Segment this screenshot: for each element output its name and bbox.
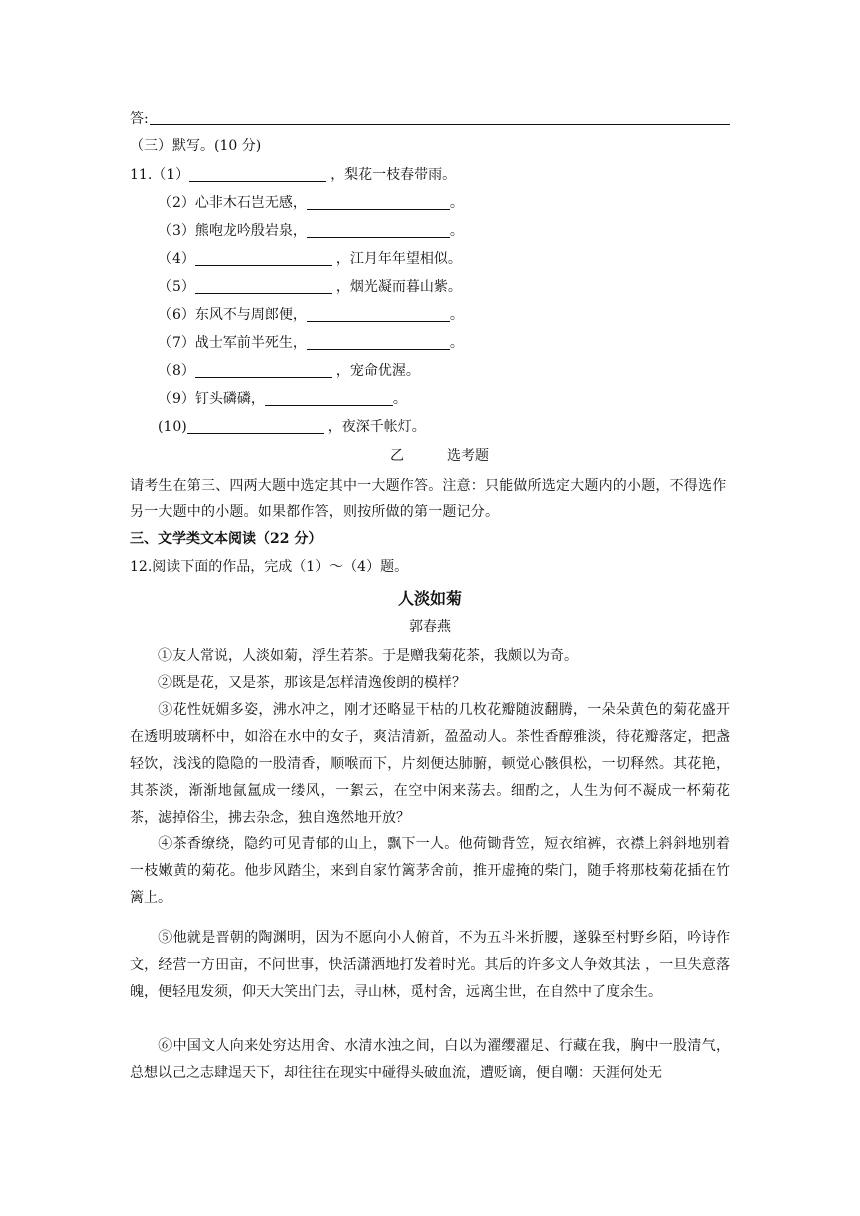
article-paragraph: ①友人常说，人淡如菊，浮生若茶。于是赠我菊花茶，我颇以为奇。 [158,648,578,664]
q11-item-suffix: ，烟光凝而暮山紫。 [335,279,462,295]
q11-item-label: （9） [158,391,195,407]
elective-title-a: 乙 [390,448,404,464]
q11-item-label: （6） [158,307,195,323]
q11-item [158,390,407,408]
q11-item-label: （5） [158,279,195,295]
q11-item-suffix: ，夜深千帐灯。 [327,419,426,435]
q11-item-suffix: ，梨花一枝春带雨。 [330,167,457,183]
q11-answer-blank[interactable] [187,419,324,434]
article-title: 人淡如菊 [397,589,462,608]
q11-answer-blank[interactable] [307,223,450,238]
q11-item [158,222,464,240]
q11-item [130,166,456,184]
q11-item-suffix: 。 [392,391,407,407]
article-paragraph: ⑥中国文人向来处穷达用舍、水清水浊之间，白以为濯缨濯足、行藏在我，胸中一股清气，总想以己之志肆逞天下，却往往在现实中碰得头破血流，遭贬谪，便自嘲：天涯何处无 [130,1038,730,1081]
q11-item-label: (10) [158,419,187,435]
q11-item-suffix: ，江月年年望相似。 [335,251,462,267]
section-heading: （三）默写。(10 分) [130,138,262,154]
q11-answer-blank[interactable] [195,363,332,378]
q11-item-label: （8） [158,363,195,379]
q11-answer-blank[interactable] [307,195,450,210]
q11-item-prompt: 熊咆龙吟殷岩泉， [194,223,307,239]
q11-number: 11. [130,167,153,183]
elective-title-b: 选考题 [447,448,489,464]
q11-item-suffix: 。 [449,195,464,211]
q11-item [158,418,426,436]
q11-item-suffix: ，宠命优渥。 [335,363,420,379]
elective-note: 请考生在第三、四两大题中选定其中一大题作答。注意：只能做所选定大题内的小题，不得选作另一大题中的小题。如果都作答，则按所做的第一题记分。 [130,478,727,520]
q11-answer-blank[interactable] [195,251,332,266]
q11-item-prompt: 战士军前半死生， [194,335,307,351]
q11-item [158,306,464,324]
q11-answer-blank[interactable] [307,307,450,322]
q11-item [158,362,420,380]
article-paragraph: ⑤他就是晋朝的陶渊明，因为不愿向小人俯首，不为五斗米折腰，遂躲至村野乡陌，吟诗作文，经营一方田亩，不问世事，快活潇洒地打发着时光。其后的许多文人争效其法 ，一旦失意落魄，便轻甩发须，仰天大笑出门去，寻山林，觅村舍，远离尘世，在自然中了度余生。 [130,930,730,1000]
q11-item [158,334,464,352]
q11-item [158,194,464,212]
q11-item-prompt: 东风不与周郎便， [194,307,307,323]
q11-item [158,250,462,268]
q11-item-label: （1） [152,167,190,183]
article-paragraph: ③花性妩媚多姿，沸水冲之，刚才还略显干枯的几枚花瓣随波翻腾，一朵朵黄色的菊花盛开在透明玻璃杯中，如浴在水中的女子，爽洁清新，盈盈动人。茶性香醇雅淡，待花瓣落定，把盏轻饮，浅浅的隐隐的一股清香，顺喉而下，片刻便达肺腑，顿觉心骸俱松，一切释然。其花艳，其茶淡，渐渐地氤氲成一缕风，一絮云，在空中闲来荡去。细酌之，人生为何不凝成一杯菊花茶，滤掉俗尘，拂去杂念，独自逸然地开放？ [130,702,730,826]
section-three-heading: 三、文学类文本阅读（22 分） [130,531,323,547]
article-author: 郭春燕 [409,619,451,635]
question-12-prompt: 12.阅读下面的作品，完成（1）～（4）题。 [130,559,409,575]
answer-label: 答: [130,111,149,127]
q11-item-label: （4） [158,251,195,267]
q11-item-suffix: 。 [449,223,464,239]
q11-item-suffix: 。 [449,335,464,351]
q11-item [158,278,462,296]
q11-item-prompt: 心非木石岂无感， [194,195,307,211]
q11-answer-blank[interactable] [307,335,450,350]
q11-item-prompt: 钉头磷磷， [194,391,265,407]
article-paragraph: ④茶香缭绕，隐约可见青郁的山上，飘下一人。他荷锄背笠，短衣绾裤，衣襟上斜斜地别着一枝嫩黄的菊花。他步风踏尘，来到自家竹篱茅舍前，推开虚掩的柴门，随手将那枝菊花插在竹篱上。 [130,836,730,906]
q11-item-suffix: 。 [449,307,464,323]
q11-answer-blank[interactable] [189,167,326,182]
article-paragraph: ②既是花，又是茶，那该是怎样清逸俊朗的模样？ [158,675,466,691]
q11-answer-blank[interactable] [195,279,332,294]
answer-blank-line[interactable] [150,124,730,125]
q11-answer-blank[interactable] [265,391,393,406]
q11-item-label: （7） [158,335,195,351]
q11-item-label: （2） [158,195,195,211]
q11-item-label: （3） [158,223,195,239]
